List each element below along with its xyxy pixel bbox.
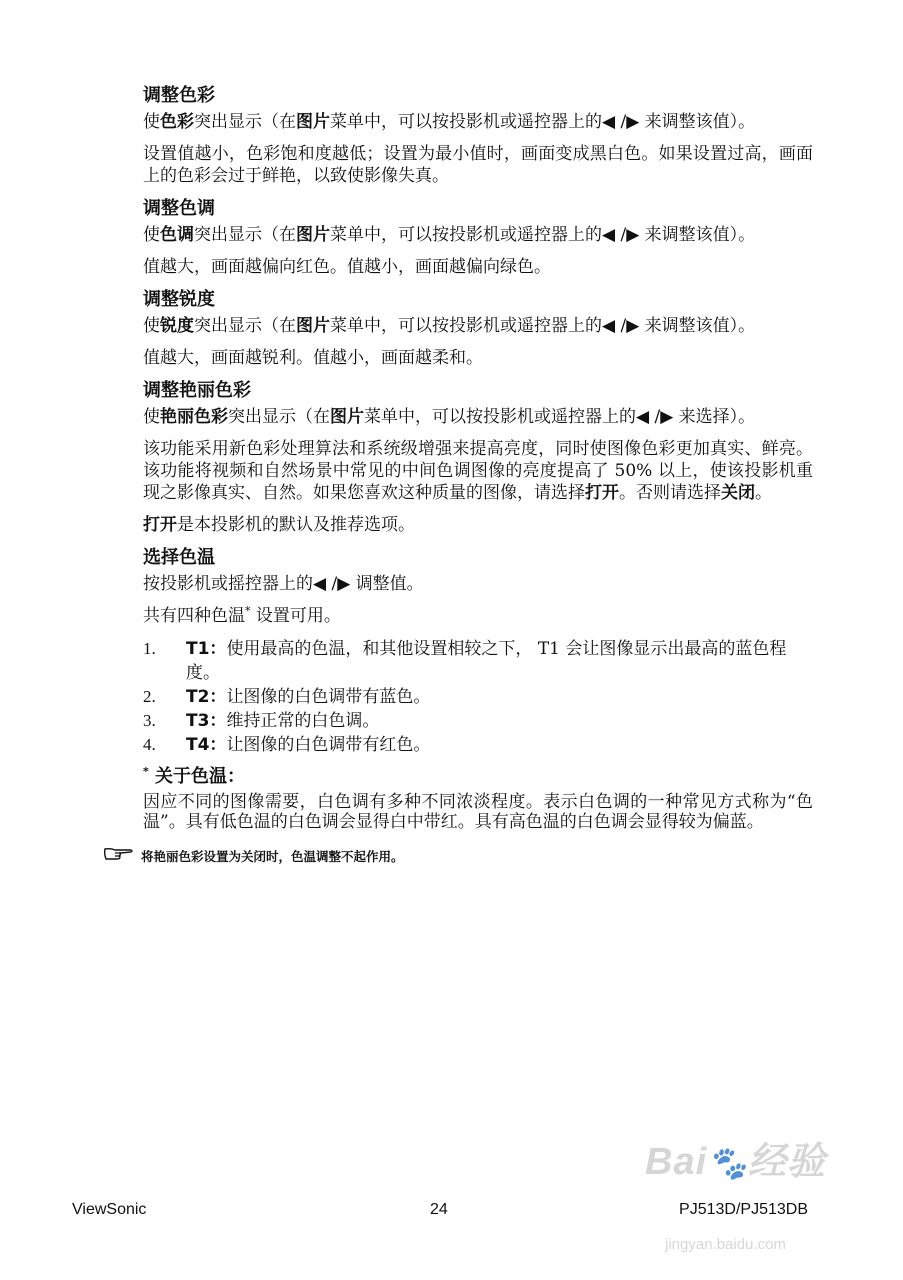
list-number: 1. (143, 639, 156, 658)
text: 设置可用。 (250, 606, 341, 626)
footer-brand: ViewSonic (72, 1201, 147, 1218)
sharpness-description: 值越大，画面越锐利。值越小，画面越柔和。 (143, 348, 483, 368)
list-text: 让图像的白色调带有蓝色。 (226, 687, 431, 707)
about-description: 因应不同的图像需要，白色调有多种不同浓淡程度。表示白色调的一种常见方式称为“色温”。具有低色温的白色调会显得白中带红。具有高色温的白色调会显得较为偏蓝。 (143, 792, 813, 832)
list-number: 3. (143, 711, 156, 730)
text: 使 (143, 225, 160, 245)
list-item (143, 709, 813, 733)
text: 突出显示（在 (228, 407, 330, 427)
heading-color-temperature: 选择色温 (143, 547, 215, 568)
note (103, 846, 813, 867)
text: 使 (143, 407, 160, 427)
list-text: 使用最高的色温，和其他设置相较之下， T1 会让图像显示出最高的蓝色程度。 (186, 639, 787, 683)
list-item (143, 685, 813, 709)
list-label: T2： (186, 687, 227, 707)
tint-instruction (143, 224, 813, 246)
heading-tint: 调整色调 (143, 198, 215, 219)
heading-saturation: 调整色彩 (143, 85, 215, 106)
watermark-logo: Bai🐾经验 (645, 1141, 826, 1183)
brilliant-instruction (143, 406, 813, 428)
list-label: T1： (186, 639, 227, 659)
text: 突出显示（在 (194, 316, 296, 336)
footnote-marker: * (245, 604, 251, 618)
text: 该功能采用新色彩处理算法和系统级增强来提高亮度，同时使图像色彩更加真实、鲜亮。该功能将视频和自然场景中常见的中间色调图像的亮度提高了 50% 以上，使该投影机重现之影像真实、自然。如果您喜欢这种质量的图像，请选择 (143, 439, 813, 503)
heading-brilliant-color: 调整艳丽色彩 (143, 380, 251, 401)
menu-term: 锐度 (160, 316, 194, 336)
brilliant-default (143, 514, 813, 536)
menu-term: 图片 (296, 316, 330, 336)
footnote-marker: * (143, 765, 149, 778)
text: 菜单中，可以按投影机或遥控器上的◀ /▶ 来调整该值）。 (330, 112, 756, 132)
text: 突出显示（在 (194, 225, 296, 245)
tint-description: 值越大，画面越偏向红色。值越小，画面越偏向绿色。 (143, 257, 551, 277)
text: 菜单中，可以按投影机或遥控器上的◀ /▶ 来调整该值）。 (330, 225, 756, 245)
menu-term: 色彩 (160, 112, 194, 132)
text: 。 (755, 483, 772, 503)
text: 。否则请选择 (619, 483, 721, 503)
watermark-url: jingyan.baidu.com (665, 1236, 786, 1253)
brilliant-description (143, 438, 813, 504)
list-label: T3： (186, 711, 227, 731)
color-temp-count (143, 605, 813, 627)
menu-term: 色调 (160, 225, 194, 245)
text: 使 (143, 316, 160, 336)
list-item (143, 733, 813, 757)
heading-sharpness: 调整锐度 (143, 289, 215, 310)
text: 共有四种色温 (143, 606, 245, 626)
list-number: 4. (143, 735, 156, 754)
heading-text: 关于色温： (148, 766, 246, 787)
color-temp-list (143, 637, 813, 757)
menu-term: 图片 (330, 407, 364, 427)
list-text: 维持正常的白色调。 (226, 711, 380, 731)
color-temp-instruction: 按投影机或摇控器上的◀ /▶ 调整值。 (143, 574, 424, 594)
note-text: 将艳丽色彩设置为关闭时，色温调整不起作用。 (141, 848, 404, 864)
option-off: 关闭 (721, 483, 755, 503)
text: 突出显示（在 (194, 112, 296, 132)
text: 是本投影机的默认及推荐选项。 (177, 515, 415, 535)
list-text: 让图像的白色调带有红色。 (226, 735, 431, 755)
text: 菜单中，可以按投影机或遥控器上的◀ /▶ 来调整该值）。 (330, 316, 756, 336)
list-label: T4： (186, 735, 227, 755)
menu-term: 图片 (296, 112, 330, 132)
text: 使 (143, 112, 160, 132)
saturation-description: 设置值越小，色彩饱和度越低；设置为最小值时，画面变成黑白色。如果设置过高，画面上的色彩会过于鲜艳，以致使影像失真。 (143, 144, 813, 186)
page-number: 24 (430, 1201, 448, 1218)
list-number: 2. (143, 687, 156, 706)
sharpness-instruction (143, 315, 813, 337)
footer-model: PJ513D/PJ513DB (679, 1201, 808, 1218)
option-on: 打开 (585, 483, 619, 503)
list-item (143, 637, 813, 685)
menu-term: 艳丽色彩 (160, 407, 228, 427)
menu-term: 图片 (296, 225, 330, 245)
page-content (143, 84, 813, 867)
text: 菜单中，可以按投影机或遥控器上的◀ /▶ 来选择）。 (364, 407, 756, 427)
pointing-hand-icon (103, 846, 135, 867)
option-on: 打开 (143, 515, 177, 535)
saturation-instruction (143, 111, 813, 133)
heading-about-color-temperature (143, 765, 813, 789)
